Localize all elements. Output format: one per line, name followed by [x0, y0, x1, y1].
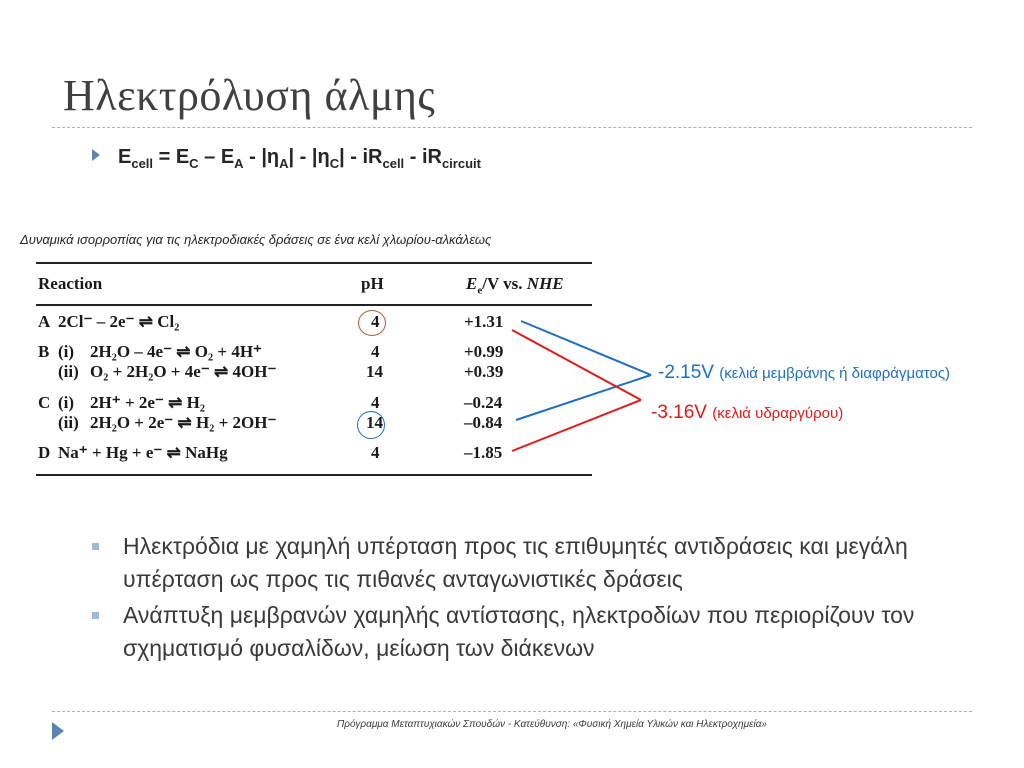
row-sub: (i)	[58, 393, 75, 412]
row-ph: 4	[371, 393, 380, 412]
row-reaction: 2H₂O – 4e⁻ ⇌ O₂ + 4H⁺	[90, 342, 263, 361]
square-bullet-icon	[92, 543, 99, 550]
reaction-table	[36, 256, 592, 478]
header-potential: $E_e/V$ vs. NHE	[466, 274, 564, 297]
mercury-cell-value: -3.16V (κελιά υδραργύρου)	[651, 402, 844, 423]
row-reaction: 2Cl⁻ – 2e⁻ ⇌ Cl₂	[58, 312, 180, 331]
row-potential: –0.24	[464, 393, 503, 412]
title-divider	[52, 127, 972, 128]
header-reaction: Reaction	[38, 274, 103, 293]
table-bottom-rule	[36, 474, 592, 476]
row-potential: +0.99	[464, 342, 504, 361]
membrane-cell-value: -2.15V (κελιά μεμβράνης ή διαφράγματος)	[658, 362, 951, 383]
row-potential: +0.39	[464, 362, 504, 381]
row-sub: (i)	[58, 342, 75, 361]
row-ph: 14	[366, 362, 383, 381]
row-reaction: 2H₂O + 2e⁻ ⇌ H₂ + 2OH⁻	[90, 413, 277, 432]
bullet-item: Ηλεκτρόδια με χαμηλή υπέρταση προς τις επιθυμητές αντιδράσεις και μεγάλη υπέρταση ως προς τις πιθανές ανταγωνιστικές δράσεις	[92, 530, 972, 595]
row-potential: –0.84	[464, 413, 503, 432]
row-ph: 4	[371, 443, 380, 462]
row-label: D	[38, 443, 51, 462]
triangle-bullet-icon	[92, 149, 100, 161]
row-label: A	[38, 312, 51, 331]
square-bullet-icon	[92, 612, 99, 619]
row-ph: 4	[371, 342, 380, 361]
bullet-list	[92, 530, 972, 669]
bullet-item: Ανάπτυξη μεμβρανών χαμηλής αντίστασης, ηλεκτροδίων που περιορίζουν τον σχηματισμό φυσαλίδων, μείωση των διάκενων	[92, 599, 972, 664]
footer-text: Πρόγραμμα Μεταπτυχιακών Σπουδών - Κατεύθυνση: «Φυσική Χημεία Υλικών και Ηλεκτροχημεία»	[337, 719, 767, 730]
row-sub: (ii)	[58, 362, 79, 381]
row-label: C	[38, 393, 51, 412]
header-ph: pH	[361, 274, 384, 293]
row-reaction: 2H⁺ + 2e⁻ ⇌ H₂	[90, 393, 205, 412]
row-reaction: Na⁺ + Hg + e⁻ ⇌ NaHg	[58, 443, 228, 462]
slide-title: Ηλεκτρόλυση άλμης	[63, 71, 436, 120]
row-potential: +1.31	[464, 312, 504, 331]
row-ph: 4	[371, 312, 380, 331]
row-label: B	[38, 342, 50, 361]
ph-highlight-circle-red	[358, 310, 386, 336]
table-top-rule	[36, 262, 592, 264]
footer-divider	[52, 711, 972, 712]
row-sub: (ii)	[58, 413, 79, 432]
row-ph: 14	[366, 413, 383, 432]
ph-highlight-circle-blue	[357, 411, 385, 439]
formula-line: $E_{cell} = E_C - E_A - |\eta_A| - |\eta_C| - iR_{cell} - iR_{circuit}$	[92, 146, 481, 171]
table-caption: Δυναμικά ισορροπίας για τις ηλεκτροδιακές δράσεις σε ένα κελί χλωρίου-αλκάλεως	[20, 232, 492, 247]
table-header-rule	[36, 304, 592, 306]
row-reaction: O₂ + 2H₂O + 4e⁻ ⇌ 4OH⁻	[90, 362, 277, 381]
row-potential: –1.85	[464, 443, 503, 462]
